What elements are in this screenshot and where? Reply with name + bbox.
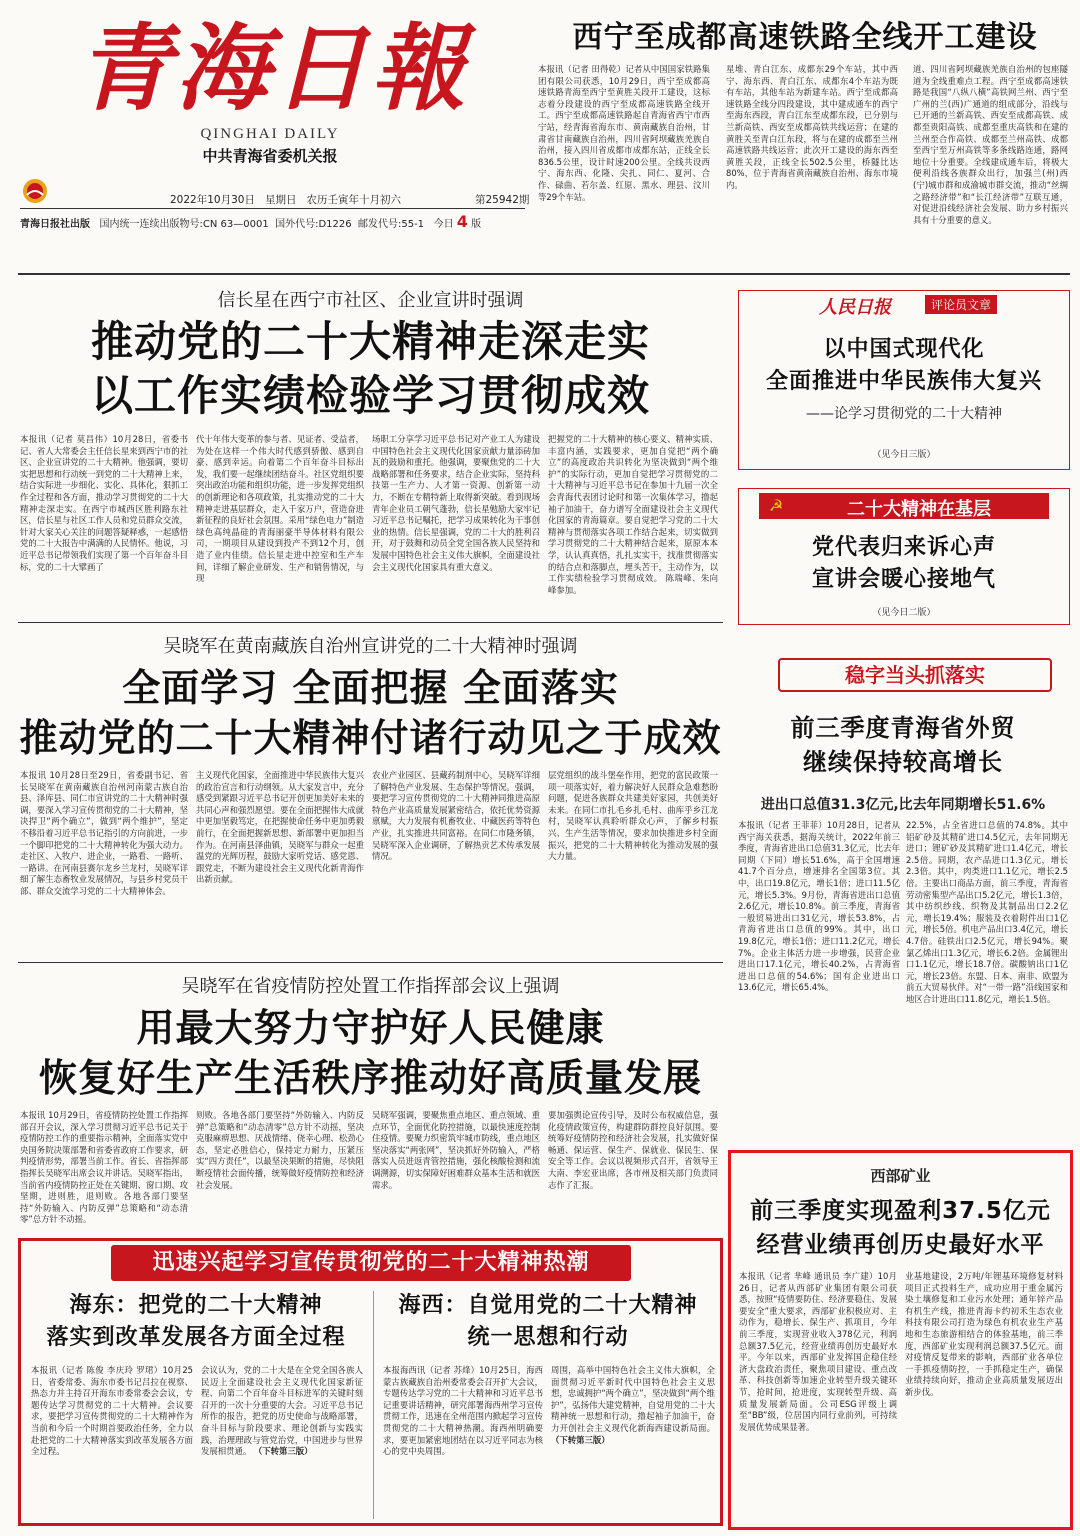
story3-col4: 要加强舆论宣传引导，及时公布权威信息，强化疫情政策宣传，构建群防群控良好氛围。要统筹好疫情防控和经济社会发展，扎实做好保畅通、保运营、保生产、保就业、保民生、保安全等工作。会议以视频形式召开，省领导王大南、李宏亚出席，各市州及相关部门负责同志作了汇报。: [548, 1110, 718, 1190]
story3-kicker: 吴晓军在省疫情防控处置工作指挥部会议上强调: [181, 976, 560, 997]
issue-number: 第25942期: [475, 194, 530, 206]
haixi-col2: [551, 1365, 715, 1519]
trade-subhead: 进出口总值31.3亿元,比去年同期增长51.6%: [760, 797, 1046, 813]
top-story-headline: 西宁至成都高速铁路全线开工建设: [572, 20, 1038, 55]
commentary-label: 评论员文章: [925, 295, 997, 314]
pages-count: 4: [456, 212, 468, 231]
trade-banner: [778, 658, 1052, 692]
haidong-headline-1: 海东：把党的二十大精神: [69, 1293, 323, 1318]
trade-col1: 本报讯（记者 王菲菲）10月28日，记者从西宁海关获悉，据海关统计，2022年前三季度，青海省进出口总值31.3亿元，比去年同期（下同）增长51.6%，高于全国增速41.7个百分点，增速排名全国第3位。其中，出口19.8亿元，增长1倍；进口11.5亿元，增长5.3%。9月份，青海省进出口总值2.6亿元，增长10.8%。前三季度，青海省一般贸易进出口31亿元，增长53.8%，占青海省进出口总值的99%。其中，出口19.8亿元，增长1倍；进口11.2亿元，增长7%。企业主体活力进一步增强，民营企业进出口17.1亿元，增长40.2%，占青海省进出口总值的54.6%；国有企业进出口13.6亿元，增长65.4%。: [738, 820, 900, 993]
top-story-col3: 道、四川省阿坝藏族羌族自治州的包座隧道为全线重难点工程。西宁至成都高速铁路是我国“八纵八横”高铁网兰州、西宁至广州的兰(西)广通道的组成部分，沿线与已开通的兰新高铁、西安至成都高铁、成都至贵阳高铁、成都至重庆高铁和在建的兰州至合作高铁、成都至兰州高铁、成都至西宁至万州高铁等多条线路连通，路网地位十分重要。全线建成通车后，将极大便利沿线各族群众出行，加强兰(州)西(宁)城市群和成渝城市群交流，推动“丝绸之路经济带”和“长江经济带”互联互通，对促进沿线经济社会发展、助力乡村振兴具有十分重要的意义。: [913, 64, 1068, 225]
pages-suffix: 版: [471, 219, 482, 230]
foreign-code: 国外代号:D1226: [275, 219, 352, 230]
haixi-continued: （下转第三版）: [551, 1434, 610, 1445]
commentary-ref: （见今日三版）: [872, 450, 936, 460]
haidong-col2: [201, 1365, 363, 1519]
trade-col2: 22.5%，占全省进口总值的74.8%。其中铝矿砂及其精矿进口4.5亿元，去年同期无进口；锂矿砂及其精矿进口1.4亿元，增长2.5倍。同期，农产品进口1.3亿元，增长2.3倍。其中，肉类进口1.1亿元，增长2.5倍。主要出口商品方面，前三季度，青海省劳动密集型产品出口5.2亿元，增长1.3倍，其中纺织纱线、织物及其制品出口2.2亿元，增长19.4%；服装及衣着附件出口1亿元，增长5倍。机电产品出口3.4亿元，增长4.7倍。硅铁出口2.5亿元，增长94%。聚氯乙烯出口1.3亿元，增长6.2倍。金属锂出口1.1亿元，增长18.7倍。碳酸钠出口1亿元，增长23倍。东盟、日本、南非、欧盟为前五大贸易伙伴。对“一带一路”沿线国家和地区合计进出口11.8亿元，增长1.5倍。: [906, 820, 1068, 1004]
party-emblem-icon: ☭: [769, 496, 784, 515]
special-banner-text: 迅速兴起学习宣传贯彻党的二十大精神热潮: [152, 1250, 590, 1275]
haidong-continued: （下转第三版）: [253, 1446, 313, 1457]
trade-banner-text: 稳字当头抓落实: [845, 663, 985, 687]
mining-col1: 本报讯（记者 芈峰 通讯员 李广建）10月26日，记者从西部矿业集团有限公司获悉，按照“疫情要防住、经济要稳住、发展要安全”重大要求，西部矿业积极应对、主动作为，稳增长、保生产、抓项目，今年前三季度，实现营业收入378亿元，利润总额37.5亿元，经营业绩再创历史最好水平。今年以来，西部矿业发挥国企稳住经济大盘政治责任，聚焦项目建设、重点改革、科技创新等加速企业转型升级关键环节，抢时间，抢进度，实现转型升级、高质量发展新局面。公司ESG评级上调至“BB”级，位居国内同行业前列，可持续发展优势成果显著。: [739, 1271, 897, 1432]
haixi-col2-text: 周围，高举中国特色社会主义伟大旗帜，全面贯彻习近平新时代中国特色社会主义思想，忠诚拥护“两个确立”，坚决做到“两个维护”，弘扬伟大建党精神，自觉用党的二十大精神统一思想和行动，撸起袖子加油干，奋力开创社会主义现代化新海西建设新局面。: [551, 1365, 715, 1433]
masthead-title: 青海日報: [76, 14, 469, 124]
haixi-headline-1: 海西：自觉用党的二十大精神: [398, 1293, 698, 1318]
top-story-col1: 本报讯（记者 田得乾）记者从中国国家铁路集团有限公司获悉，10月29日，西宁至成都高速铁路青海至西宁至黄胜关段开工建设，这标志着分段建设的西宁至成都高速铁路全线开工。西宁至成都高速铁路起自青海省西宁市西宁站，经青海省海东市、黄南藏族自治州，甘肃省甘南藏族自治州，四川省阿坝藏族羌族自治州，接入四川省成都市成都东站，正线全长836.5公里，设计时速200公里。全线共设西宁、海东西、化隆、尖扎、同仁、夏河、合作、碌曲、若尔盖、红原、黑水、理县、汶川等29个车站。: [538, 64, 710, 202]
haidong-headline-2: 落实到改革发展各方面全过程: [46, 1325, 346, 1350]
story1-col2: 代十年伟大变革的参与者、见证者、受益者，为处在这样一个伟大时代感到骄傲、感到自豪、感到幸运。向着第二个百年奋斗目标出发，我们要一起继续团结奋斗。社区党组织要突出政治功能和组织功能，进一步发挥党组织的创新理论和各项政策，扎实推动党的二十大精神走进基层群众，走入千家万户，营造奋进新征程的良好社会氛围。采用“绿色电力”制造绿色高纯晶硅的青海丽豪半导体材料有限公司，一期项目从建设到投产不到12个月，创造了业内佳绩。信长星走进中控室和生产车间，详细了解企业研发、生产和销售情况，与现: [196, 434, 364, 584]
story2-kicker: 吴晓军在黄南藏族自治州宣讲党的二十大精神时强调: [163, 636, 578, 657]
story1-headline-1: 推动党的二十大精神走深走实: [90, 317, 650, 366]
story2-headline-2: 推动党的二十大精神付诸行动见之于成效: [19, 716, 722, 760]
grassroots-banner-text: 二十大精神在基层: [847, 499, 991, 520]
story1-kicker: 信长星在西宁市社区、企业宣讲时强调: [217, 290, 524, 311]
commentary-brand: 人民日报: [819, 297, 891, 318]
story3-col2: 则败。各地各部门要坚持“外防输入、内防反弹”总策略和“动态清零”总方针不动摇，坚决克服麻痹思想、厌战情绪、侥幸心理、松劲心态，坚定必胜信心，保持定力耐力，压紧压实“四方责任”，以最坚决果断的措施，尽快阻断疫情社会面传播，统筹做好疫情防控和经济社会发展。: [196, 1110, 364, 1190]
story3-col3: 吴晓军强调，要聚焦重点地区、重点领域、重点环节，全面优化防控措施，以最快速度控制住疫情。要聚力织密筑牢城市防线，重点地区坚决落实“两张网”，坚决抓好外防输入，严格落实人员进返青管控措施，强化核酸检测和流调溯源，切实保障好困难群众基本生活和就医需求。: [372, 1110, 540, 1190]
commentary-subtitle: ——论学习贯彻党的二十大精神: [806, 406, 1002, 422]
mining-headline-2: 经营业绩再创历史最好水平: [756, 1232, 1045, 1258]
grassroots-headline-1: 党代表归来诉心声: [811, 535, 996, 560]
mining-label: 西部矿业: [870, 1167, 931, 1185]
grassroots-banner: [759, 493, 1049, 519]
special-banner: [111, 1245, 631, 1281]
commentary-headline-2: 全面推进中华民族伟大复兴: [765, 369, 1042, 394]
top-story-col2: 星堆、青白江东、成都东29个车站，其中西宁、海东西、青白江东、成都东4个车站为既有车站，其他车站为新建车站。西宁至成都高速铁路全线分四段建设，其中建成通车的西宁至海东西段，青白江东至成都东段，已分别与兰新高铁、西安至成都高铁共线运营；在建的黄胜关至青白江东段，将与在建的成都至兰州高速铁路共线运营；此次开工建设的海东西至黄胜关段，正线全长502.5公里，桥隧比达80%，位于青海省黄南藏族自治州、海东市境内。: [726, 64, 898, 190]
story2-col3: 农业产业园区、县藏药制剂中心，吴晓军详细了解特色产业发展、生态保护等情况。强调，要把学习宣传贯彻党的二十大精神同推进高原特色产业高质量发展紧密结合，依托优势资源禀赋，大力发展有机畜牧业、中藏医药等特色产业，扎实推进共同富裕。在同仁市隆务镇，吴晓军深入企业调研，了解热贡艺术传承发展情况。: [372, 770, 540, 862]
grassroots-box: [738, 488, 1070, 625]
story3-col1: 本报讯 10月29日，省疫情防控处置工作指挥部召开会议，深入学习贯彻习近平总书记关于疫情防控工作的重要指示精神，全面落实党中央国务院决策部署和省委省政府工作要求，研判疫情形势，部署当前工作。省长、省指挥部指挥长吴晓军出席会议并讲话。吴晓军指出，当前省内疫情防控正处在关键期、窗口期、攻坚期，进则胜，退则败。各地各部门要坚持“外防输入、内防反弹”总策略和“动态清零”总方针不动摇。: [20, 1110, 188, 1225]
story1-col4: [548, 434, 718, 616]
special-section: [18, 1238, 723, 1526]
grassroots-headline-2: 宣讲会暖心接地气: [811, 567, 996, 592]
trade-headline-1: 前三季度青海省外贸: [790, 714, 1016, 742]
story2-col1: 本报讯 10月28日至29日，省委副书记、省长吴晓军在黄南藏族自治州河南蒙古族自治县、泽库县、同仁市宣讲党的二十大精神时强调，要深入学习宣传贯彻党的二十大精神，坚决捍卫“两个确立”，做到“两个维护”，坚定不移沿着习近平总书记指引的方向前进，一步一个脚印把党的二十大精神转化为强大动力。走社区、入牧户、进企业，一路看、一路听、一路讲。在河南县赛尔龙乡兰龙村，吴晓军详细了解生态畜牧业发展情况，与县乡村党员干部、群众交流学习党的二十大精神体会。: [20, 770, 188, 896]
masthead: [20, 10, 530, 268]
publisher: 青海日报社出版: [20, 219, 90, 230]
date: 2022年10月30日: [170, 194, 255, 206]
story1-headline-2: 以工作实绩检验学习贯彻成效: [90, 371, 650, 420]
publisher-logo: [22, 178, 48, 204]
mining-col2: 业基地建设，2万吨/年锂基环境修复材料项目正式投料生产，成功应用于重金属污染土壤修复和工业污水处理；通年锌产品有机生产线，推进青海卡约初禾生态农业科技有限公司打造为绿色有机农业生产基地和生态旅游相结合的体验基地，前三季度，西部矿业实现利润总额37.5亿元。面对疫情反复带来的影响，西部矿业各单位一手抓疫情防控，一手抓稳定生产，确保业绩持续向好，推动企业高质量发展迈出新步伐。: [905, 1271, 1063, 1397]
postal-code: 邮发代号:55-1: [357, 219, 425, 230]
story2-headline-1: 全面学习 全面把握 全面落实: [122, 666, 619, 710]
story1-col1: 本报讯（记者 莫昌伟）10月28日，省委书记、省人大常委会主任信长星来到西宁市的社区、企业宣讲党的二十大精神。他强调，要切实把思想和行动统一到党的二十大精神上来，结合实际进一步细化、实化、具体化，狠抓工作全过程和各方面，推动学习贯彻党的二十大精神走深走实。在西宁市城西区胜利路东社区，信长星与社区工作人员和党员群众交流，针对大家关心关注的问题答疑释惑，一起感悟党的二十大报告中满满的人民情怀。他说，习近平总书记带领我们实现了第一个百年奋斗目标，党的二十大擘画了: [20, 434, 188, 572]
cn-number: 国内统一连续出版物号:CN 63—0001: [99, 219, 269, 230]
story1-col4-text: 把握党的二十大精神的核心要义、精神实质、丰富内涵，实践要求，更加自觉把“两个确立”的高度政治共识转化为坚决做到“两个维护”的实际行动，更加自觉把学习贯彻党的二十大精神与习近平总书记在参加十九届一次全会青海代表团讨论时和第一次集体学习，撸起袖子加油干，奋力谱写全面建设社会主义现代化国家的青海篇章。要自觉把学习党的二十大精神与贯彻落实各项工作结合起来，切实做到学习贯彻党的二十大精神结合起来，原原本本学，认认真真悟，扎扎实实干，找准贯彻落实的结合点和落脚点，埋头苦干，主动作为，以工作实绩检验学习贯彻成效。: [548, 434, 718, 584]
commentary-headline-1: 以中国式现代化: [823, 337, 985, 362]
haixi-col1: 本报海西讯（记者 苏烽）10月25日，海西蒙古族藏族自治州委常委会召开扩大会议，专题传达学习党的二十大精神和习近平总书记重要讲话精神，研究部署海西州学习宣传贯彻工作，迅速在全州范围内掀起学习宣传贯彻党的二十大精神热潮。海西州明确要求，要更加紧密地团结在以习近平同志为核心的党中央周围。: [383, 1365, 543, 1457]
weekday: 星期日: [264, 194, 297, 206]
story1-col4-end: 陈瑞峰、朱向峰参加。: [548, 573, 718, 595]
mining-box: [728, 1150, 1073, 1530]
issue-date: [170, 192, 510, 207]
story3-headline-1: 用最大努力守护好人民健康: [136, 1006, 605, 1050]
mining-headline-1: 前三季度实现盈利37.5亿元: [750, 1198, 1051, 1224]
lunar-date: 农历壬寅年十月初六: [306, 194, 401, 206]
trade-headline-2: 继续保持较高增长: [803, 748, 1003, 776]
story2-col4: 层党组织的战斗堡垒作用，把党的富民政策一项一项落实好，着力解决好人民群众急难愁盼问题，促进各族群众共建美好家园，共创美好未来。在同仁市扎毛乡扎毛村、曲库乎乡江龙村，吴晓军认真聆听群众心声，了解乡村振兴、生产生活等情况，要求加快推进乡村全面振兴，把党的二十大精神转化为推动发展的强大力量。: [548, 770, 718, 862]
masthead-title-en: QINGHAI DAILY: [200, 126, 340, 142]
grassroots-ref: （见今日二版）: [872, 608, 936, 618]
commentary-box: [738, 290, 1070, 470]
story2-col2: 主义现代化国家，全面推进中华民族伟大复兴的政治宣言和行动纲领。从大家发言中，充分感受到紧跟习近平总书记开创更加美好未来的共同心声和强烈愿望。要在全面把握伟大成就中更加坚毅笃定，在把握使命任务中更加勇毅前行，在全面把握新思想、新部署中更加担当作为。在河南县泽曲镇，吴晓军与群众一起重温党的光辉历程，鼓励大家听党话、感党恩、跟党走，不断为建设社会主义现代化新青海作出新贡献。: [196, 770, 364, 885]
haidong-col2-text: 会议认为，党的二十大是在全党全国各族人民迈上全面建设社会主义现代化国家新征程、向第二个百年奋斗目标进军的关键时刻召开的一次十分重要的大会。习近平总书记所作的报告，把党的历史使命与战略部署，奋斗目标与阶段要求、理论创新与实践实践，治理理政与管党治党，中国进步与世界发展相贯通。: [201, 1365, 363, 1457]
haidong-col1: 本报讯（记者 陈俊 李庆玲 罗珺）10月25日，省委常委、海东市委书记吕拉在视察、热态力并主持召开海东市委常委会会议，专题传达学习贯彻党的二十大精神。会议要求，要把学习宣传贯彻党的二十大精神作为当前和今后一个时期首要政治任务，全力以赴把党的二十大精神落实到改革发展各方面全过程。: [31, 1365, 193, 1457]
pages-prefix: 今日: [433, 219, 454, 230]
story1-col3: 场职工分享学习近平总书记对产业工人为建设中国特色社会主义现代化国家贡献力量添砖加瓦的鼓励和重托。他强调，要聚焦党的二十大战略部署和任务要求，结合企业实际，坚持科技第一生产力、人才第一资源、创新第一动力，不断在专精特新上取得新突破。看到现场青年企业员工朝气蓬勃，信长星勉励大家牢记习近平总书记嘱托，把学习成果转化为干事创业的热情。信长星强调，党的二十大的胜利召开，对于鼓舞和动员全党全国各族人民坚持和发展中国特色社会主义伟大旗帜，全面建设社会主义现代化国家具有重大意义。: [372, 434, 540, 572]
story3-headline-2: 恢复好生产生活秩序推动好高质量发展: [38, 1056, 702, 1100]
haixi-headline-2: 统一思想和行动: [467, 1325, 629, 1350]
masthead-org: 中共青海省委机关报: [202, 147, 338, 165]
publication-info: [20, 212, 525, 231]
